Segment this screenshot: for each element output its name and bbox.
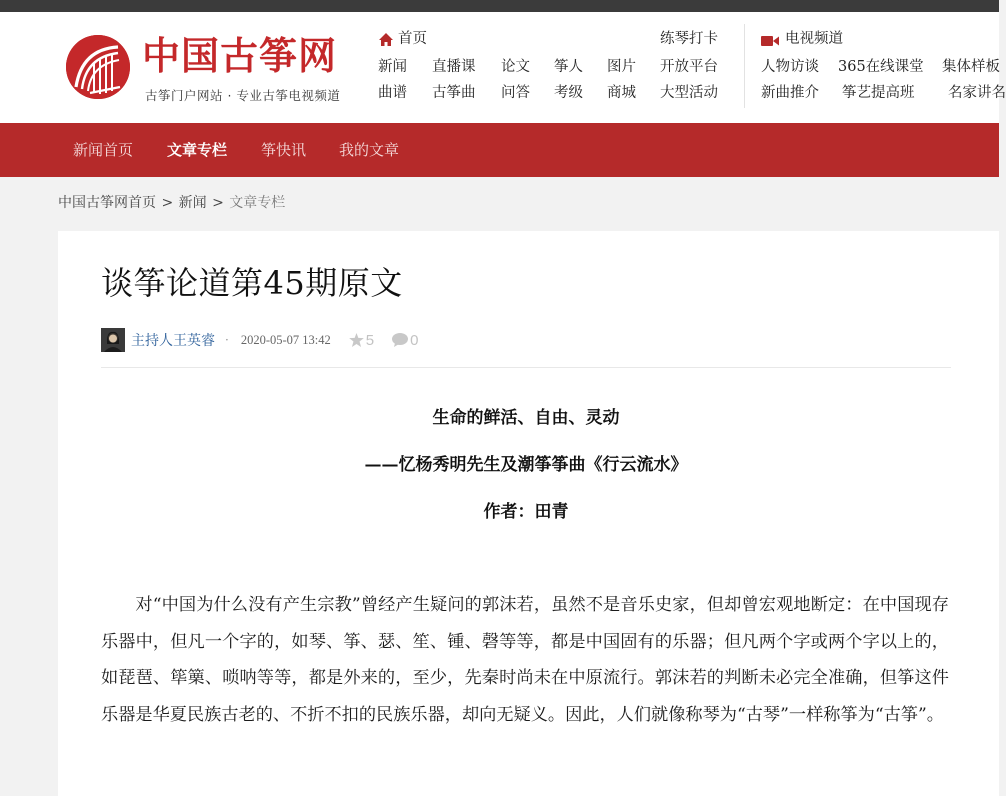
tv-channel-label: 电视频道 xyxy=(785,31,843,47)
logo-subtitle: 古筝门户网站 · 专业古筝电视频道 xyxy=(145,88,341,103)
nav-item-practice-checkin[interactable]: 练琴打卡 xyxy=(660,31,718,47)
nav-item-photos[interactable]: 图片 xyxy=(607,59,636,75)
like-count-value: 5 xyxy=(365,331,375,349)
meta-divider xyxy=(101,367,951,368)
tab-my-articles[interactable]: 我的文章 xyxy=(339,141,400,159)
like-count[interactable] xyxy=(349,332,374,349)
tv-item-online-class[interactable]: 365在线课堂 xyxy=(838,59,924,75)
site-header xyxy=(0,12,1006,123)
video-camera-icon xyxy=(761,33,779,45)
nav-item-scores[interactable]: 曲谱 xyxy=(378,85,407,101)
nav-divider xyxy=(744,24,745,108)
nav-item-live-class[interactable]: 直播课 xyxy=(432,59,476,75)
tab-article-column[interactable]: 文章专栏 xyxy=(167,141,228,159)
avatar[interactable] xyxy=(101,328,125,352)
meta-separator: · xyxy=(225,333,229,347)
nav-item-major-events[interactable]: 大型活动 xyxy=(660,85,718,101)
breadcrumb xyxy=(58,193,285,213)
home-icon xyxy=(378,32,394,47)
breadcrumb-news[interactable]: 新闻 xyxy=(178,195,207,211)
article-heading-line-1: 生命的鲜活、自由、灵动 xyxy=(432,408,620,428)
breadcrumb-home[interactable]: 中国古筝网首页 xyxy=(58,195,156,211)
nav-item-guzheng-songs[interactable]: 古筝曲 xyxy=(432,85,476,101)
nav-item-papers[interactable]: 论文 xyxy=(501,59,530,75)
breadcrumb-separator: > xyxy=(161,195,174,211)
article-meta xyxy=(101,328,418,352)
tv-item-master-lectures[interactable]: 名家讲名 xyxy=(948,85,1006,101)
site-logo[interactable] xyxy=(66,33,356,103)
publish-date: 2020-05-07 13:42 xyxy=(240,332,331,347)
article-author-line: 作者：田青 xyxy=(483,502,569,522)
author-link[interactable]: 主持人王英睿 xyxy=(131,333,215,349)
breadcrumb-separator: > xyxy=(212,195,224,211)
tv-item-group-samples[interactable]: 集体样板 xyxy=(942,59,1000,75)
nav-item-people[interactable]: 筝人 xyxy=(554,59,583,75)
article-paragraph: 对“中国为什么没有产生宗教”曾经产生疑问的郭沫若，虽然不是音乐史家，但却曾宏观地断定：在中国现存乐器中，但凡一个字的，如琴、筝、瑟、笙、锺、磬等等，都是中国固有的乐器；但凡两个字或两个字以上的，如琵琶、筚篥、唢呐等等，都是外来的，至少，先秦时尚未在中原流行。郭沫若的判断未必完全准确，但筝这件乐器是华夏民族古老的、不折不扣的民族乐器，却向无疑义。因此，人们就像称琴为“古琴”一样称筝为“古筝”。 xyxy=(101,595,949,725)
nav-item-mall[interactable]: 商城 xyxy=(607,85,636,101)
comment-count-value: 0 xyxy=(410,331,419,349)
tv-channel-heading[interactable] xyxy=(761,29,843,49)
nav-home[interactable] xyxy=(378,29,427,49)
comment-count[interactable] xyxy=(392,332,418,349)
nav-item-open-platform[interactable]: 开放平台 xyxy=(660,59,718,75)
browser-top-strip xyxy=(0,0,999,12)
comment-bubble-icon xyxy=(392,333,408,347)
tv-item-advanced-class[interactable]: 筝艺提高班 xyxy=(842,85,915,101)
logo-emblem-icon xyxy=(66,35,130,99)
star-icon xyxy=(349,333,364,347)
nav-item-qa[interactable]: 问答 xyxy=(501,85,530,101)
nav-home-label: 首页 xyxy=(398,31,427,47)
breadcrumb-article-column[interactable]: 文章专栏 xyxy=(229,195,286,211)
tab-news-home[interactable]: 新闻首页 xyxy=(73,141,134,159)
logo-title: 中国古筝网 xyxy=(142,34,338,78)
article-card xyxy=(58,231,999,796)
tv-item-interviews[interactable]: 人物访谈 xyxy=(761,59,819,75)
nav-item-exams[interactable]: 考级 xyxy=(554,85,583,101)
nav-item-news[interactable]: 新闻 xyxy=(378,59,407,75)
article-title: 谈筝论道第45期原文 xyxy=(101,264,403,302)
tv-item-new-songs[interactable]: 新曲推介 xyxy=(761,85,819,101)
section-nav-bar xyxy=(0,123,999,177)
article-heading-line-2: ——忆杨秀明先生及潮筝筝曲《行云流水》 xyxy=(364,455,688,475)
tab-zheng-flash[interactable]: 筝快讯 xyxy=(261,141,307,159)
